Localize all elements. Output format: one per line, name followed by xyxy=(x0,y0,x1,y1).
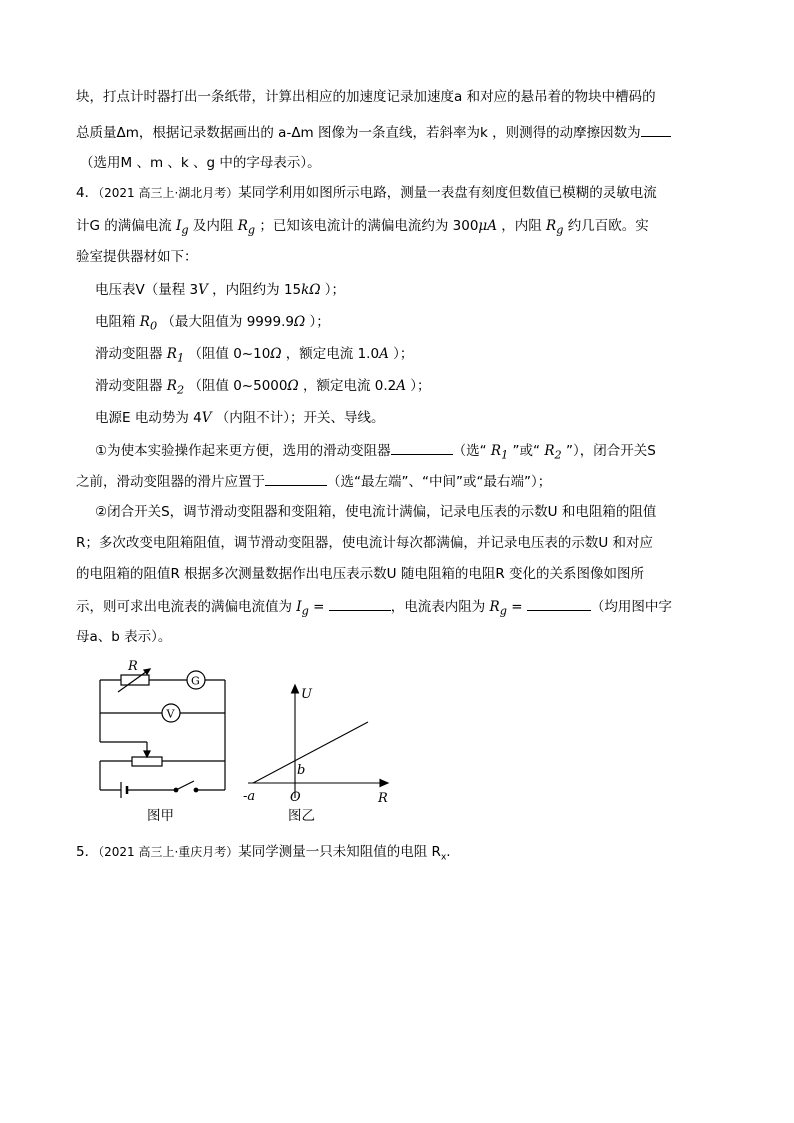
q4-text-1: 某同学利用如图所示电路，测量一表盘有刻度但数值已模糊的灵敏电流 xyxy=(238,185,657,201)
symbol-Rg: $R_g$ xyxy=(237,218,256,237)
q4-blank-Ig xyxy=(329,596,391,611)
q4-blank-Rg xyxy=(527,596,591,611)
caption-graph: 图乙 xyxy=(288,808,315,824)
q4-line-1 xyxy=(76,183,657,203)
q3-line-1: 块，打点计时器打出一条纸带，计算出相应的加速度记录加速度a 和对应的悬吊着的物块中槽码的 xyxy=(76,89,656,105)
q4-text-2c: ；已知该电流计的满偏电流约为 300 xyxy=(255,218,479,234)
q5-source: （2021 高三上·重庆月考） xyxy=(98,845,239,859)
u-r-graph xyxy=(248,685,388,798)
q4-sub2-line-5: 母a、b 表示）。 xyxy=(76,629,172,645)
item-resistance-box: 电阻箱 $R_0$ （最大阻值为 9999.9Ω ）； xyxy=(95,314,330,333)
q5-text: 某同学测量一只未知阻值的电阻 R xyxy=(238,844,441,860)
switch-S xyxy=(176,781,194,790)
q3-line-3: （选用M 、m 、k 、g 中的字母表示）。 xyxy=(80,155,321,171)
q4-text-2d: ，内阻 xyxy=(496,218,547,234)
q4-sub1-line-2: 之前，滑动变阻器的滑片应置于 （选“最左端”、“中间”或“最右端”）； xyxy=(76,471,551,492)
q4-line-2 xyxy=(76,216,649,241)
q4-text-2a: 计G 的满偏电流 xyxy=(76,218,177,234)
label-G: G xyxy=(191,674,200,688)
intercept-a: -a xyxy=(243,789,256,804)
item-rheostat-2: 滑动变阻器 $R_2$ （阻值 0~5000Ω ，额定电流 0.2A ）； xyxy=(95,378,431,397)
item-power-source: 电源E 电动势为 4V （内阻不计）；开关、导线。 xyxy=(95,410,385,426)
label-V: V xyxy=(166,707,175,721)
intercept-b: b xyxy=(297,763,306,778)
figures xyxy=(90,650,400,830)
q4-source: （2021 高三上·湖北月考） xyxy=(98,186,239,200)
q4-text-2b: 及内阻 xyxy=(188,218,238,234)
symbol-Ig: $I_g$ xyxy=(176,218,189,237)
q5-number: 5． xyxy=(76,844,99,860)
q3-line-2-text: 总质量Δm，根据记录数据画出的 a-Δm 图像为一条直线，若斜率为k ，则测得的动摩擦因数为 xyxy=(76,125,641,141)
origin-O: O xyxy=(290,790,301,805)
q4-text-2e: 约几百欧。实 xyxy=(563,218,649,234)
q3-line-2 xyxy=(76,122,671,143)
item-rheostat-1: 滑动变阻器 $R_1$ （阻值 0~10Ω ，额定电流 1.0A ）； xyxy=(95,346,414,365)
axis-label-R: R xyxy=(378,791,388,806)
q4-blank-rheostat xyxy=(391,440,453,455)
q4-blank-slider xyxy=(265,471,327,486)
u-r-line xyxy=(253,722,368,783)
symbol-Rg-2: $R_g$ xyxy=(546,218,564,237)
r-axis-arrow xyxy=(380,780,388,787)
q4-sub2-line-2: R；多次改变电阻箱阻值，调节滑动变阻器，使电流计每次都满偏，并记录电压表的示数U 和对应 xyxy=(76,535,654,551)
caption-circuit: 图甲 xyxy=(147,808,174,824)
q5-line-1: 5．（2021 高三上·重庆月考）某同学测量一只未知阻值的电阻 $R_x$. xyxy=(76,844,451,863)
label-R: R xyxy=(128,659,138,674)
axis-label-U: U xyxy=(301,687,312,702)
unit-microamp: μA xyxy=(478,218,497,234)
q3-answer-blank xyxy=(641,122,671,137)
u-axis-arrow xyxy=(292,685,299,693)
circuit-diagram xyxy=(100,669,225,798)
item-voltmeter: 电压表V（量程 3V ，内阻约为 15kΩ ）； xyxy=(95,282,346,298)
q4-sub2-line-1: ②闭合开关S，调节滑动变阻器和变阻箱，使电流计满偏，记录电压表的示数U 和电阻箱的阻值 xyxy=(95,504,657,520)
q4-sub1-line-1: ①为使本实验操作起来更方便，选用的滑动变阻器 （选“ $R_1$ ”或“ $R_2$ ”），闭合开关S xyxy=(95,440,656,466)
q4-line-3: 验室提供器材如下： xyxy=(76,249,198,265)
q4-sub2-line-3: 的电阻箱的阻值R 根据多次测量数据作出电压表示数U 随电阻箱的电阻R 变化的关系图像如图所 xyxy=(76,566,645,582)
q4-number: 4． xyxy=(76,185,99,201)
rheostat xyxy=(132,757,162,766)
q4-sub2-line-4: 示，则可求出电流表的满偏电流值为 $I_g$ = ，电流表内阻为 $R_g$ = （均用图中字 xyxy=(76,596,672,622)
